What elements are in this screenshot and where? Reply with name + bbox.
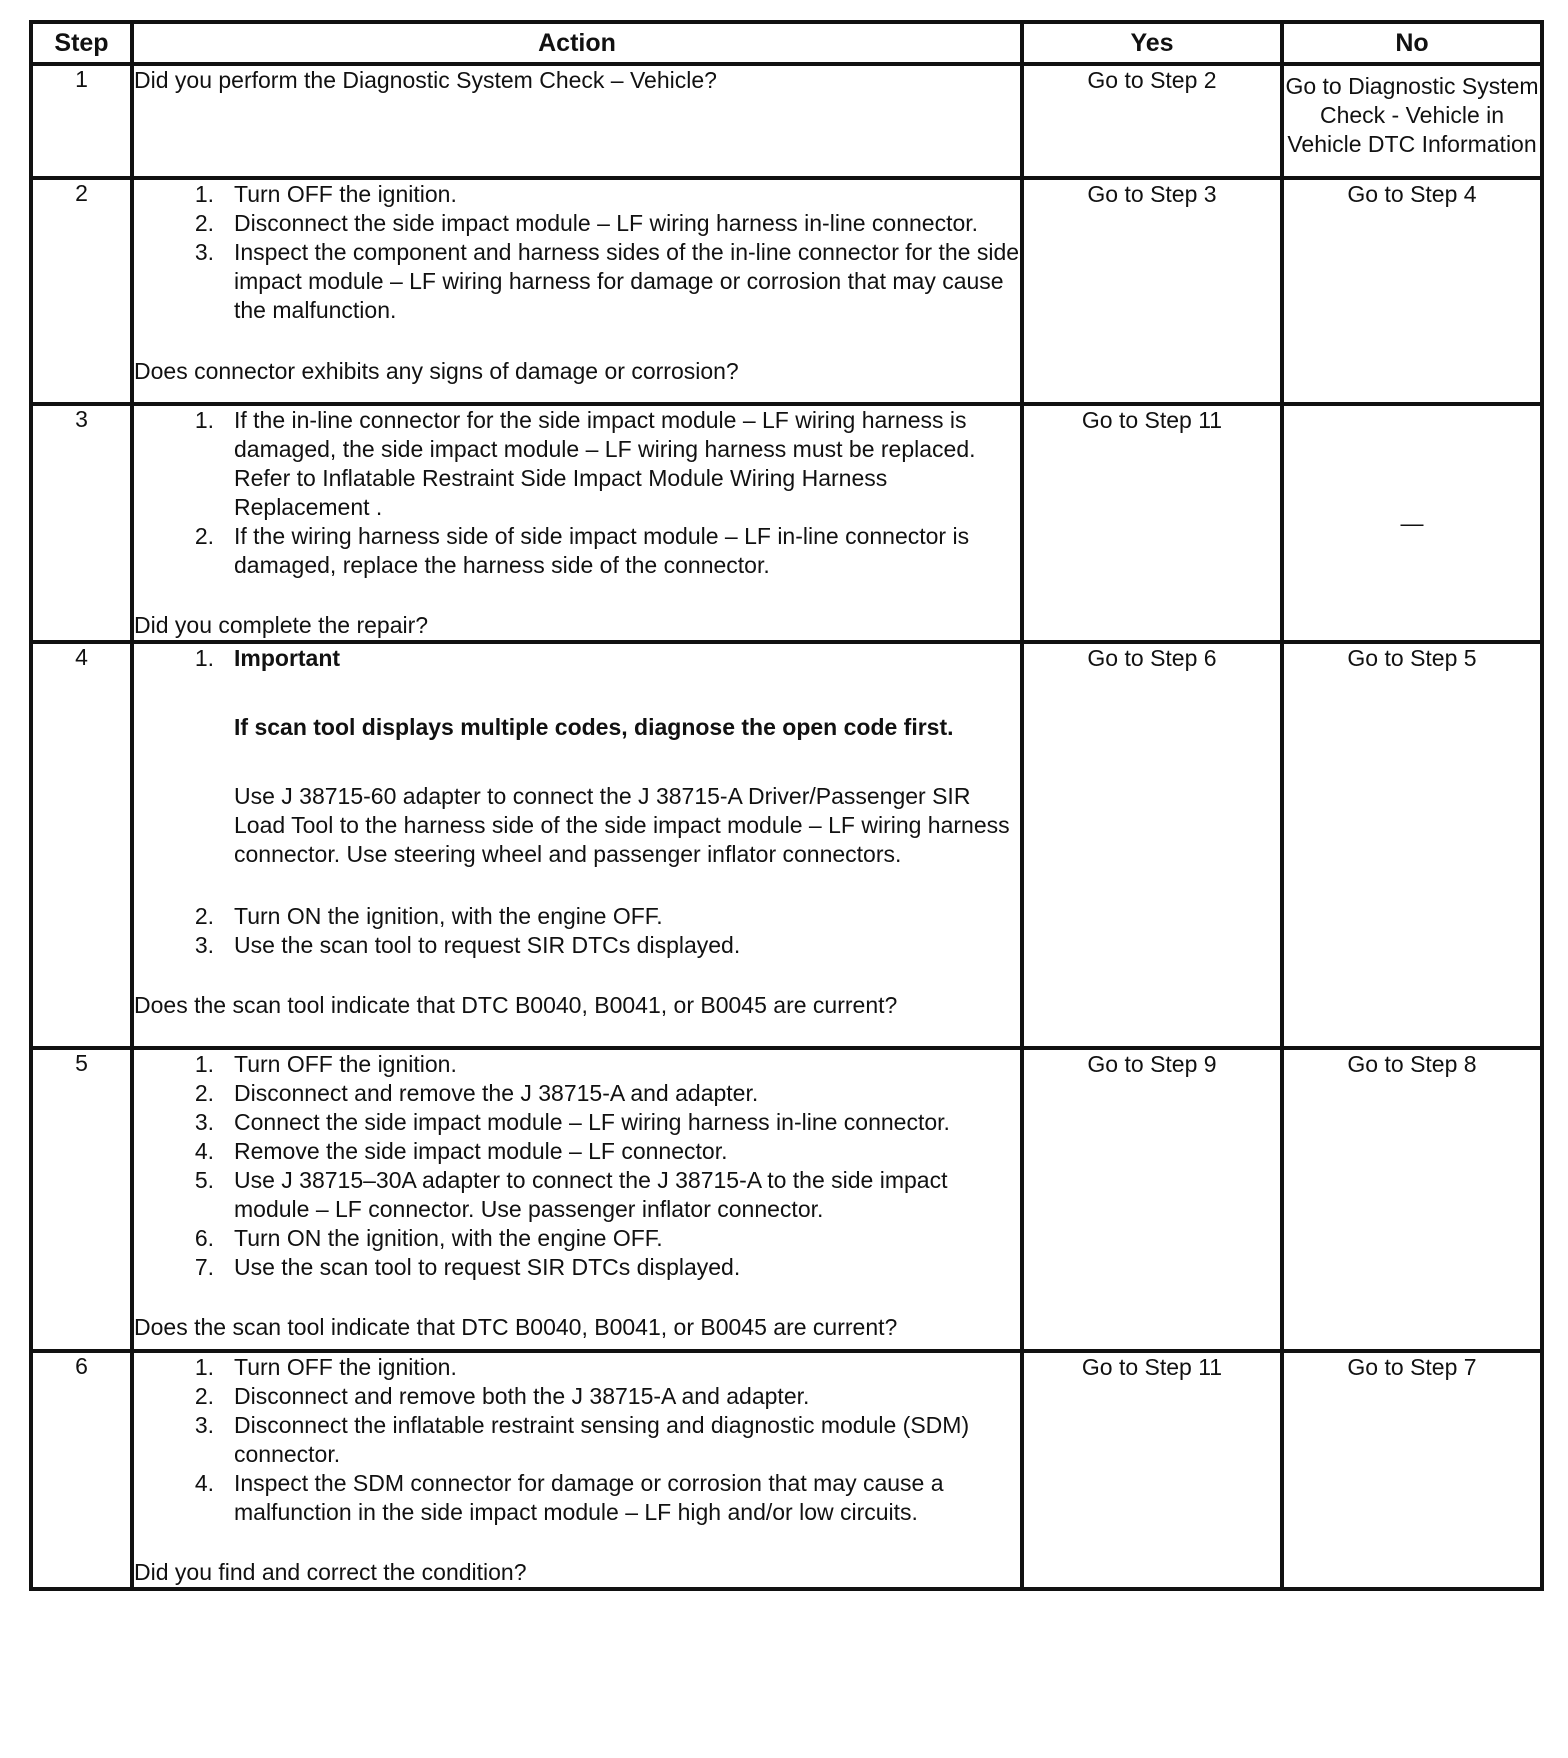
yes-cell: Go to Step 3 <box>1022 178 1282 404</box>
table-row <box>31 1048 1542 1351</box>
list-item: 5. Use J 38715–30A adapter to connect the J 38715-A to the side impact module – LF connector. Use passenger inflator connector. <box>194 1167 948 1222</box>
step-number: 6 <box>31 1351 132 1589</box>
no-cell: Go to Step 7 <box>1282 1351 1542 1589</box>
list-item: 1. If the in-line connector for the side impact module – LF wiring harness is damaged, the side impact module – LF wiring harness must be replaced. Refer to Inflatable Restraint Side Impact Module Wiring Harness Replacement . <box>194 407 976 520</box>
question-text: Does the scan tool indicate that DTC B0040, B0041, or B0045 are current? <box>134 1314 898 1340</box>
list-item: 7. Use the scan tool to request SIR DTCs displayed. <box>194 1254 741 1280</box>
table-row <box>31 404 1542 642</box>
header-action: Action <box>132 22 1022 64</box>
action-list <box>134 644 1020 960</box>
action-cell <box>132 1351 1022 1589</box>
action-list <box>134 1353 1020 1527</box>
list-item: 1. Turn OFF the ignition. <box>194 1354 457 1380</box>
header-no: No <box>1282 22 1542 64</box>
list-item: 2. Disconnect and remove the J 38715-A and adapter. <box>194 1080 759 1106</box>
diagnostic-table <box>29 20 1544 1591</box>
header-step: Step <box>31 22 132 64</box>
no-cell: Go to Diagnostic System Check - Vehicle in Vehicle DTC Information <box>1282 64 1542 178</box>
header-row <box>31 22 1542 64</box>
list-item: 3. Disconnect the inflatable restraint sensing and diagnostic module (SDM) connector. <box>194 1412 970 1467</box>
action-cell <box>132 1048 1022 1351</box>
yes-cell: Go to Step 9 <box>1022 1048 1282 1351</box>
action-list <box>134 1050 1020 1282</box>
yes-cell: Go to Step 11 <box>1022 404 1282 642</box>
step-number: 4 <box>31 642 132 1048</box>
step-number: 2 <box>31 178 132 404</box>
action-cell <box>132 178 1022 404</box>
no-cell: Go to Step 5 <box>1282 642 1542 1048</box>
list-item: 3. Connect the side impact module – LF wiring harness in-line connector. <box>194 1109 950 1135</box>
important-note: If scan tool displays multiple codes, diagnose the open code first. <box>234 714 954 740</box>
table-row <box>31 642 1542 1048</box>
list-item: 2. Turn ON the ignition, with the engine OFF. <box>194 903 663 929</box>
action-cell <box>132 642 1022 1048</box>
list-item: 3. Use the scan tool to request SIR DTCs displayed. <box>194 932 741 958</box>
important-label: Important <box>234 645 341 671</box>
question-text: Does connector exhibits any signs of damage or corrosion? <box>134 358 739 384</box>
action-list <box>134 406 1020 580</box>
question-text: Did you find and correct the condition? <box>134 1559 527 1585</box>
list-item: 3. Inspect the component and harness sides of the in-line connector for the side impact module – LF wiring harness for damage or corrosion that may cause the malfunction. <box>194 239 1020 323</box>
list-item: 1. Important If scan tool displays multiple codes, diagnose the open code first. Use J 38715-60 adapter to connect the J 38715-A Driver/Passenger SIR Load Tool to the harness side of the side impact module – LF wiring harness connector. Use steering wheel and passenger inflator connectors. <box>174 644 1020 869</box>
important-instruction: Use J 38715-60 adapter to connect the J 38715-A Driver/Passenger SIR Load Tool to the harness side of the side impact module – LF wiring harness connector. Use steering wheel and passenger inflator connectors. <box>234 783 1010 867</box>
table-row <box>31 1351 1542 1589</box>
header-yes: Yes <box>1022 22 1282 64</box>
list-item: 1. Turn OFF the ignition. <box>194 1051 457 1077</box>
action-cell <box>132 404 1022 642</box>
table-row <box>31 64 1542 178</box>
no-cell: Go to Step 8 <box>1282 1048 1542 1351</box>
list-item: 4. Remove the side impact module – LF connector. <box>194 1138 728 1164</box>
action-cell <box>132 64 1022 178</box>
step-number: 1 <box>31 64 132 178</box>
yes-cell: Go to Step 11 <box>1022 1351 1282 1589</box>
step-number: 5 <box>31 1048 132 1351</box>
list-item: 4. Inspect the SDM connector for damage or corrosion that may cause a malfunction in the side impact module – LF high and/or low circuits. <box>194 1470 944 1525</box>
no-cell: — <box>1282 404 1542 642</box>
no-cell: Go to Step 4 <box>1282 178 1542 404</box>
yes-cell: Go to Step 6 <box>1022 642 1282 1048</box>
list-item: 1. Turn OFF the ignition. <box>194 181 457 207</box>
list-item: 2. Disconnect and remove both the J 38715-A and adapter. <box>194 1383 810 1409</box>
list-item: 2. Disconnect the side impact module – LF wiring harness in-line connector. <box>194 210 979 236</box>
yes-cell: Go to Step 2 <box>1022 64 1282 178</box>
step-number: 3 <box>31 404 132 642</box>
question-text: Did you complete the repair? <box>134 612 429 638</box>
action-list <box>134 180 1020 325</box>
question-text: Does the scan tool indicate that DTC B0040, B0041, or B0045 are current? <box>134 992 898 1018</box>
list-item: 6. Turn ON the ignition, with the engine OFF. <box>194 1225 663 1251</box>
list-item: 2. If the wiring harness side of side impact module – LF in-line connector is damaged, replace the harness side of the connector. <box>194 523 970 578</box>
question-text: Did you perform the Diagnostic System Check – Vehicle? <box>134 67 717 93</box>
table-row <box>31 178 1542 404</box>
